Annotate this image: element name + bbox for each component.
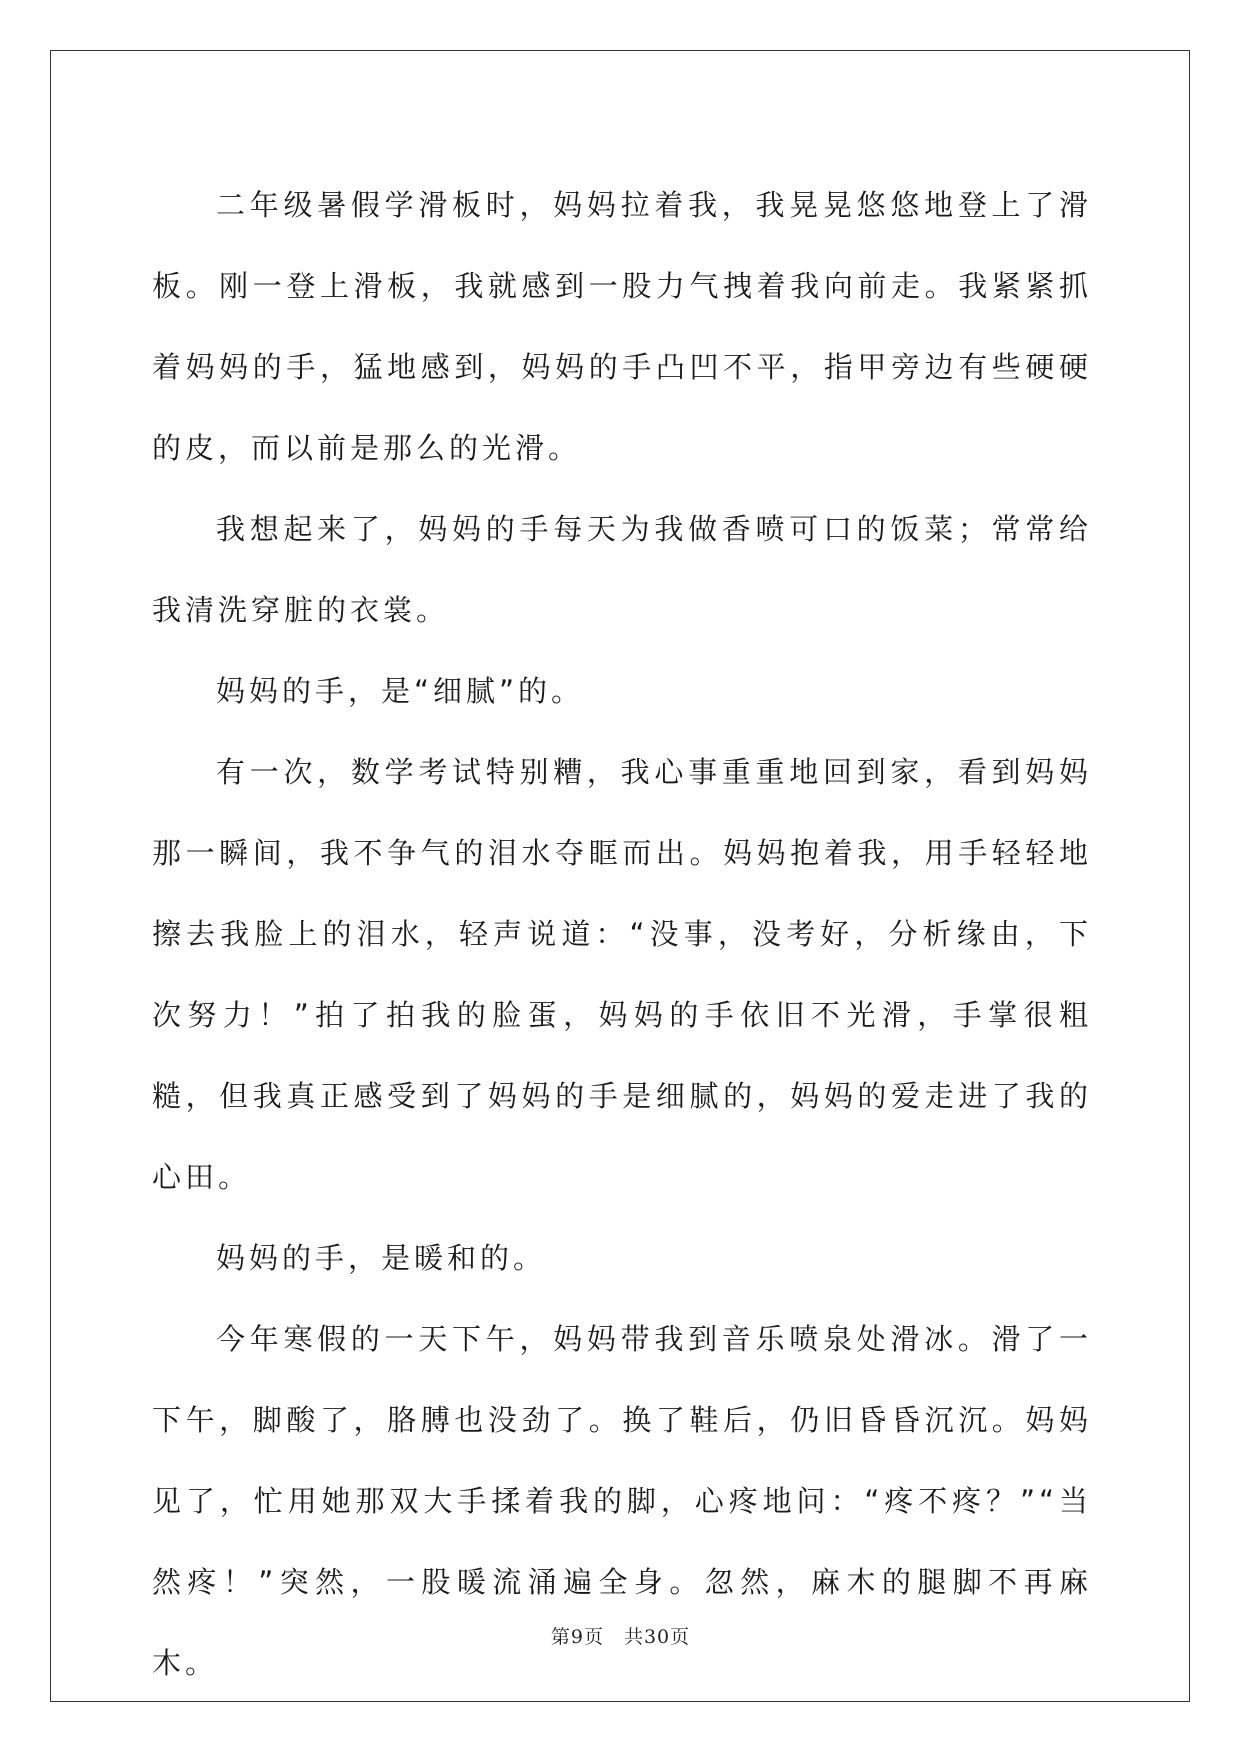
paragraph: 妈妈的手，是“细腻”的。 [216, 674, 585, 708]
page-number-footer: 第9页 共30页 [550, 1626, 691, 1648]
document-body [152, 165, 1092, 1704]
paragraph: 妈妈的手，是暖和的。 [216, 1241, 547, 1275]
paragraph: 二年级暑假学滑板时，妈妈拉着我，我晃晃悠悠地登上了滑板。刚一登上滑板，我就感到一股力气拽着我向前走。我紧紧抓着妈妈的手，猛地感到，妈妈的手凸凹不平，指甲旁边有些硬硬的皮，而以前是那么的光滑。 [152, 188, 1092, 465]
paragraph: 有一次，数学考试特别糟，我心事重重地回到家，看到妈妈那一瞬间，我不争气的泪水夺眶而出。妈妈抱着我，用手轻轻地擦去我脸上的泪水，轻声说道：“没事，没考好，分析缘由，下次努力！”拍了拍我的脸蛋，妈妈的手依旧不光滑，手掌很粗糙，但我真正感受到了妈妈的手是细腻的，妈妈的爱走进了我的心田。 [152, 755, 1092, 1194]
paragraph: 我想起来了，妈妈的手每天为我做香喷可口的饭菜；常常给我清洗穿脏的衣裳。 [152, 512, 1092, 627]
paragraph: 今年寒假的一天下午，妈妈带我到音乐喷泉处滑冰。滑了一下午，脚酸了，胳膊也没劲了。换了鞋后，仍旧昏昏沉沉。妈妈见了，忙用她那双大手揉着我的脚，心疼地问：“疼不疼？”“当然疼！”突然，一股暖流涌遍全身。忽然，麻木的腿脚不再麻木。 [152, 1322, 1092, 1680]
